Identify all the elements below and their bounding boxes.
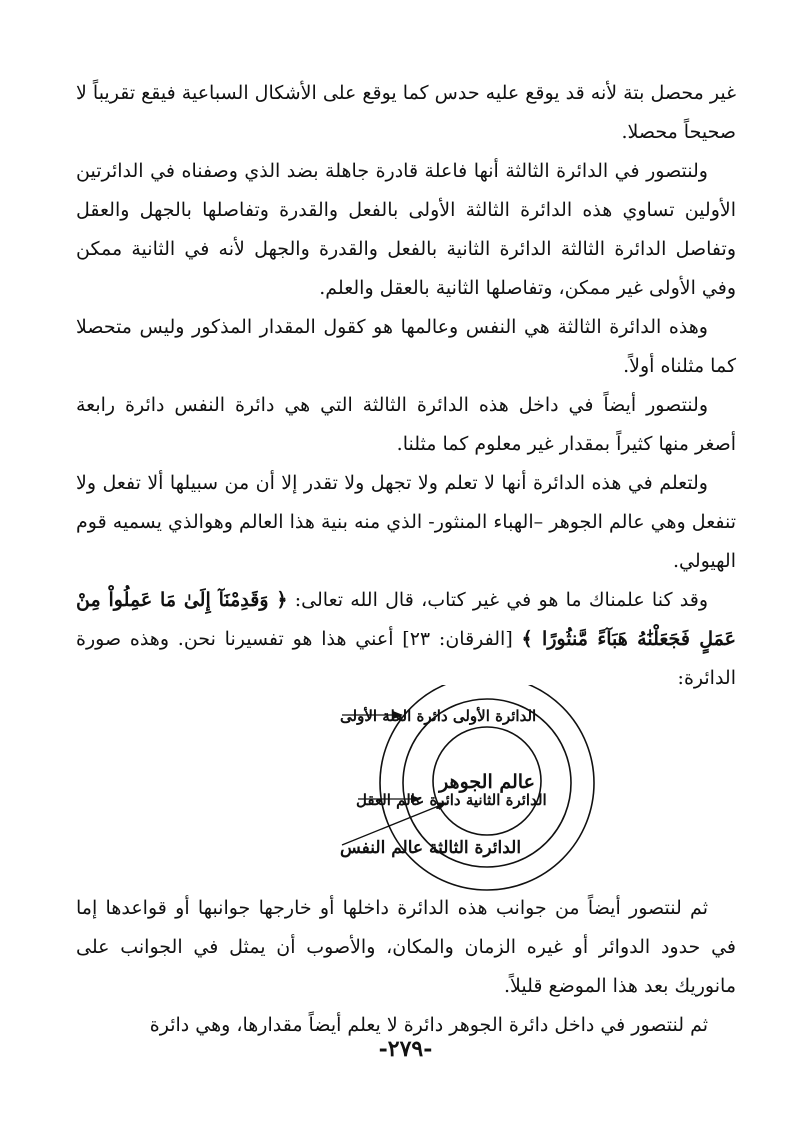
body-text-bottom — [76, 889, 736, 1045]
label-third-circle: الدائرة الثالثة عالم النفس — [340, 838, 522, 858]
page-number: -٢٧٩- — [378, 1036, 433, 1062]
paragraph-6: ثم لنتصور أيضاً من جوانب هذه الدائرة داخلها أو خارجها جوانبها أو قواعدها إما في حدود الدوائر أو غيره الزمان والمكان، والأصوب أن يمثل في الجوانب على مانوريك بعد هذا الموضع قليلاً. — [76, 897, 736, 997]
body-text-top — [76, 74, 736, 698]
paragraph-1: غير محصل بتة لأنه قد يوقع عليه حدس كما يوقع على الأشكال السباعية فيقع تقريباً لا صحيحاً محصلا. — [76, 82, 736, 143]
quran-verse: ﴿ وَقَدِمْنَآ إِلَىٰ مَا عَمِلُواْ مِنْ عَمَلٍ فَجَعَلْنَٰهُ هَبَآءً مَّنثُورًا ﴾ — [76, 589, 736, 650]
paragraph-quran — [76, 581, 736, 698]
center-label-jawhar: عالم الجوهر — [439, 771, 535, 793]
paragraph-2: ولنتصور في الدائرة الثالثة أنها فاعلة قادرة جاهلة بضد الذي وصفناه في الدائرتين الأولين تساوي هذه الدائرة الثالثة الأولى بالفعل والقدرة وتفاصلها بالجهل والعقل وتفاصل الدائرة الثالثة الدائرة الثانية بالفعل والقدرة والجهل لأنه في الثانية ممكن وفي الأولى غير ممكن، وتفاصلها الثانية بالعقل والعلم. — [76, 160, 736, 299]
quran-citation: [الفرقان: ٢٣] أعني هذا هو تفسيرنا نحن. وهذه صورة الدائرة: — [76, 628, 736, 689]
paragraph-4: ولنتصور أيضاً في داخل هذه الدائرة الثالثة التي هي دائرة النفس دائرة رابعة أصغر منها كثيراً بمقدار غير معلوم كما مثلنا. — [76, 394, 736, 455]
quran-intro: وقد كنا علمناك ما هو في غير كتاب، قال الله تعالى: — [287, 589, 708, 611]
circles-diagram — [110, 685, 710, 895]
paragraph-5: ولتعلم في هذه الدائرة أنها لا تعلم ولا تجهل ولا تقدر إلا أن من سبيلها ألا تفعل ولا تنفعل وهي عالم الجوهر –الهباء المنثور- الذي منه بنية هذا العالم وهوالذي يسميه قوم الهيولي. — [76, 472, 736, 572]
paragraph-7: ثم لنتصور في داخل دائرة الجوهر دائرة لا يعلم أيضاً مقدارها، وهي دائرة — [149, 1014, 708, 1036]
label-first-circle: الدائرة الأولى دائرة العلة الأولى — [340, 707, 537, 725]
paragraph-3: وهذه الدائرة الثالثة هي النفس وعالمها هو كقول المقدار المذكور وليس متحصلا كما مثلناه أولاً. — [76, 316, 736, 377]
label-second-circle: الدائرة الثانية دائرة عالم العقل — [356, 791, 547, 809]
